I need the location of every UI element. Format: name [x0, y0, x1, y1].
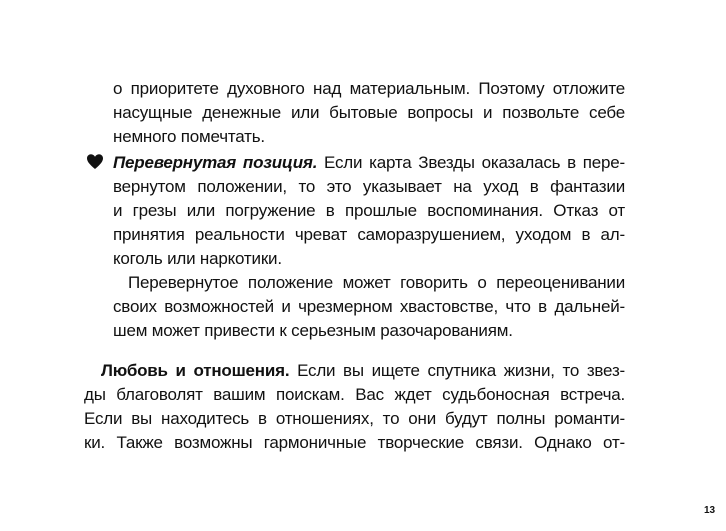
reversed-first-line	[113, 152, 625, 174]
text-line: Если вы находитесь в отношениях, то они будут полны романти-	[84, 409, 625, 428]
reversed-heading: Перевернутая позиция.	[113, 153, 318, 172]
text-line: своих возможностей и чрезмерном хвастовстве, что в дальней-	[113, 297, 625, 316]
text-fragment: Если вы ищете спутника жизни, то звез-	[289, 361, 625, 380]
text-line: Перевернутое положение может говорить о переоценивании	[128, 273, 625, 292]
text-line: коголь или наркотики.	[113, 249, 282, 268]
text-line: вернутом положении, то это указывает на уход в фантазии	[113, 177, 625, 196]
text-line: насущные денежные или бытовые вопросы и позвольте себе	[113, 103, 625, 122]
text-line: ды благоволят вашим поискам. Вас ждет судьбоносная встреча.	[84, 385, 625, 404]
text-line: о приоритете духовного над материальным. Поэтому отложите	[113, 79, 625, 98]
love-heading: Любовь и отношения.	[101, 361, 290, 380]
text-line: ки. Также возможны гармоничные творческие связи. Однако от-	[84, 433, 625, 452]
heart-icon	[86, 153, 104, 171]
text-line: и грезы или погружение в прошлые воспоминания. Отказ от	[113, 201, 625, 220]
text-line: шем может привести к серьезным разочарованиям.	[113, 321, 513, 340]
text-line: принятия реальности чреват саморазрушением, уходом в ал-	[113, 225, 625, 244]
text-line: немного помечтать.	[113, 127, 265, 146]
page-number: 13	[704, 505, 716, 516]
love-first-line	[101, 360, 625, 382]
text-fragment: Если карта Звезды оказалась в пере-	[317, 153, 625, 172]
